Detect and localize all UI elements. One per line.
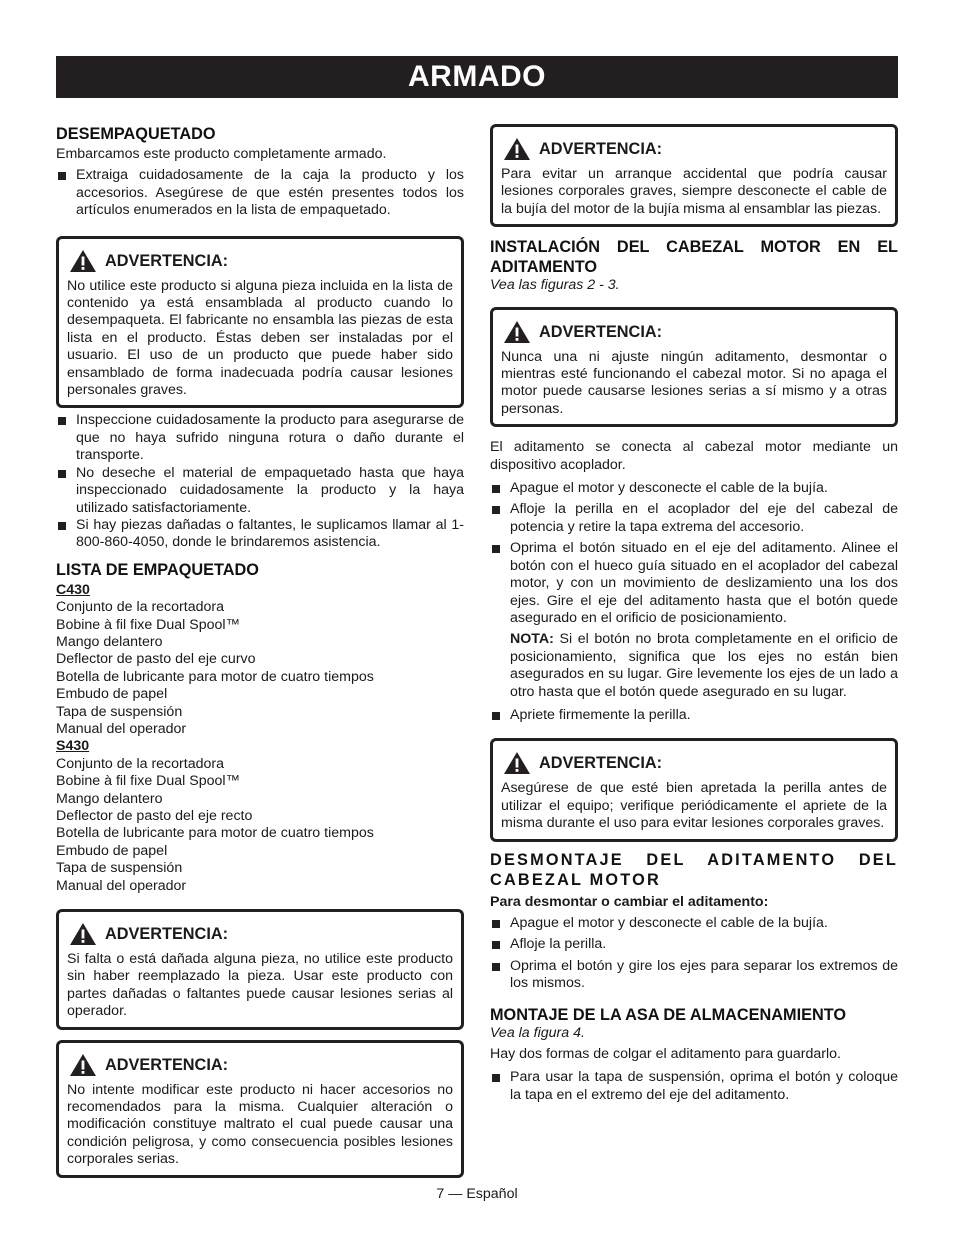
list-item: Mango delantero: [56, 790, 163, 807]
list-item: No deseche el material de empaquetado hasta que haya inspeccionado cuidadosamente la producto y la haya utilizado satisfactoriamente.: [56, 465, 464, 517]
install-note: [490, 631, 898, 701]
warning-box: [56, 1040, 464, 1178]
warning-triangle-icon: [69, 1053, 97, 1077]
warning-title: ADVERTENCIA:: [539, 322, 663, 341]
warning-title: ADVERTENCIA:: [539, 140, 663, 158]
list-item: Oprima el botón y gire los ejes para separar los extremos de los mismos.: [490, 958, 898, 993]
list-item: Botella de lubricante para motor de cuatro tiempos: [56, 825, 374, 842]
note-label: NOTA:: [510, 631, 554, 648]
right-column: [490, 124, 898, 1104]
unpack-heading: DESEMPAQUETADO: [56, 125, 216, 143]
storage-intro: Hay dos formas de colgar el aditamento para guardarlo.: [490, 1046, 841, 1062]
warning-box: [490, 738, 898, 841]
list-item: Apague el motor y desconecte el cable de la bujía.: [490, 480, 898, 497]
packing-list: [56, 582, 464, 895]
list-item: Conjunto de la recortadora: [56, 599, 224, 616]
storage-list: [490, 1069, 898, 1104]
install-heading: INSTALACIÓN DEL CABEZAL MOTOR EN EL ADITAMENTO: [490, 238, 898, 277]
warning-title: ADVERTENCIA:: [539, 754, 663, 773]
list-item: Afloje la perilla.: [490, 936, 898, 953]
list-item: Tapa de suspensión: [56, 703, 183, 720]
warning-text: Para evitar un arranque accidental que podría causar lesiones corporales graves, siempre desconecte el cable de la bujía del motor de la bujía misma al ensamblar las piezas.: [501, 166, 887, 217]
list-item: Si hay piezas dañadas o faltantes, le suplicamos llamar al 1-800-860-4050, donde le brindaremos asistencia.: [56, 517, 464, 552]
warning-text: Si falta o está dañada alguna pieza, no utilice este producto sin haber reemplazado la pieza. Usar este producto con partes dañadas o faltantes puede causar lesiones serias al operador.: [67, 951, 453, 1020]
list-item: Deflector de pasto del eje recto: [56, 808, 253, 824]
warning-box: [56, 236, 464, 409]
list-item: Conjunto de la recortadora: [56, 755, 224, 772]
list-item: Mango delantero: [56, 633, 163, 650]
warning-triangle-icon: [503, 137, 531, 161]
warning-box: [490, 307, 898, 428]
warning-title: ADVERTENCIA:: [105, 925, 229, 944]
list-item: Embudo de papel: [56, 842, 168, 859]
install-list: [490, 480, 898, 627]
unpack-intro: Embarcamos este producto completamente armado.: [56, 146, 387, 162]
warning-box: [490, 124, 898, 227]
list-item: Deflector de pasto del eje curvo: [56, 651, 256, 668]
remove-subheading: Para desmontar o cambiar el aditamento:: [490, 893, 769, 910]
list-item: Embudo de papel: [56, 686, 168, 703]
warning-box: [56, 909, 464, 1030]
warning-triangle-icon: [503, 320, 531, 344]
install-figure-ref: Vea las figuras 2 - 3.: [490, 277, 620, 294]
warning-triangle-icon: [69, 249, 97, 273]
list-item: Bobine à fil fixe Dual Spool™: [56, 616, 240, 633]
list-item: Tapa de suspensión: [56, 860, 183, 877]
left-column: [56, 124, 464, 1178]
install-intro: El aditamento se conecta al cabezal motor mediante un dispositivo acoplador.: [490, 439, 898, 473]
warning-title: ADVERTENCIA:: [105, 1055, 229, 1074]
unpack-list-2: [56, 412, 464, 551]
packing-heading: LISTA DE EMPAQUETADO: [56, 560, 259, 579]
list-item: Inspeccione cuidadosamente la producto para asegurarse de que no haya sufrido ninguna rotura o daño durante el transporte.: [56, 412, 464, 464]
list-item: Apriete firmemente la perilla.: [490, 707, 898, 724]
note-text: Si el botón no brota completamente en el orificio de posicionamiento, significa que los ejes no están bien asegurados en su lugar. Gire levemente los ejes de un lado a otro hasta que el botón quede asegurado en su lugar.: [510, 631, 898, 700]
list-item: Apague el motor y desconecte el cable de la bujía.: [490, 915, 898, 932]
list-item: Manual del operador: [56, 720, 187, 737]
warning-text: No intente modificar este producto ni hacer accesorios no recomendados para la misma. Cualquier alteración o modificación constituye maltrato el cual puede causar una condición peligrosa, y como consecuencia posibles lesiones corporales serias.: [67, 1081, 453, 1168]
model-label: C430: [56, 581, 90, 598]
page-title-banner: [56, 56, 898, 98]
warning-text: No utilice este producto si alguna pieza incluida en la lista de contenido ya está ensamblada al producto cuando lo desempaqueta. El fabricante no ensambla las piezas de esta lista en el producto. Éstas deben ser instaladas por el usuario. El uso de un producto que puede haber sido ensamblado de forma inadecuada podría causar lesiones personales graves.: [67, 277, 453, 399]
list-item: Manual del operador: [56, 877, 187, 894]
unpack-list: [56, 167, 464, 219]
list-item: Extraiga cuidadosamente de la caja la producto y los accesorios. Asegúrese de que estén presentes todos los artículos enumerados en la lista de empaquetado.: [56, 167, 464, 219]
remove-list: [490, 915, 898, 993]
storage-figure-ref: Vea la figura 4.: [490, 1024, 585, 1041]
page-footer: 7 — Español: [436, 1186, 518, 1202]
list-item: Para usar la tapa de suspensión, oprima el botón y coloque la tapa en el extremo del eje del aditamento.: [490, 1069, 898, 1104]
model-label: S430: [56, 738, 90, 755]
remove-heading: DESMONTAJE DEL ADITAMENTO DEL CABEZAL MOTOR: [490, 850, 898, 889]
list-item: Oprima el botón situado en el eje del aditamento. Alinee el botón con el hueco guía situado en el acoplador del cabezal motor, y con un movimiento de deslizamiento una los dos ejes. Gire el eje del aditamento hasta que el botón quede asegurado en el orificio de posicionamiento.: [490, 540, 898, 627]
page-title: ARMADO: [408, 60, 546, 93]
warning-title: ADVERTENCIA:: [105, 251, 229, 270]
warning-text: Nunca una ni ajuste ningún aditamento, desmontar o mientras esté funcionando el cabezal motor. Si no apaga el motor puede causarse lesiones serias a sí mismo y a otras personas.: [501, 348, 887, 417]
list-item: Botella de lubricante para motor de cuatro tiempos: [56, 668, 374, 685]
warning-triangle-icon: [69, 922, 97, 946]
list-item: Bobine à fil fixe Dual Spool™: [56, 773, 240, 790]
warning-triangle-icon: [503, 751, 531, 775]
install-list-2: [490, 707, 898, 724]
storage-heading: MONTAJE DE LA ASA DE ALMACENAMIENTO: [490, 1005, 847, 1024]
list-item: Afloje la perilla en el acoplador del eje del cabezal de potencia y retire la tapa extrema del accesorio.: [490, 501, 898, 536]
warning-text: Asegúrese de que esté bien apretada la perilla antes de utilizar el equipo; verifique periódicamente el apriete de la misma durante el uso para evitar lesiones corporales graves.: [501, 780, 887, 832]
